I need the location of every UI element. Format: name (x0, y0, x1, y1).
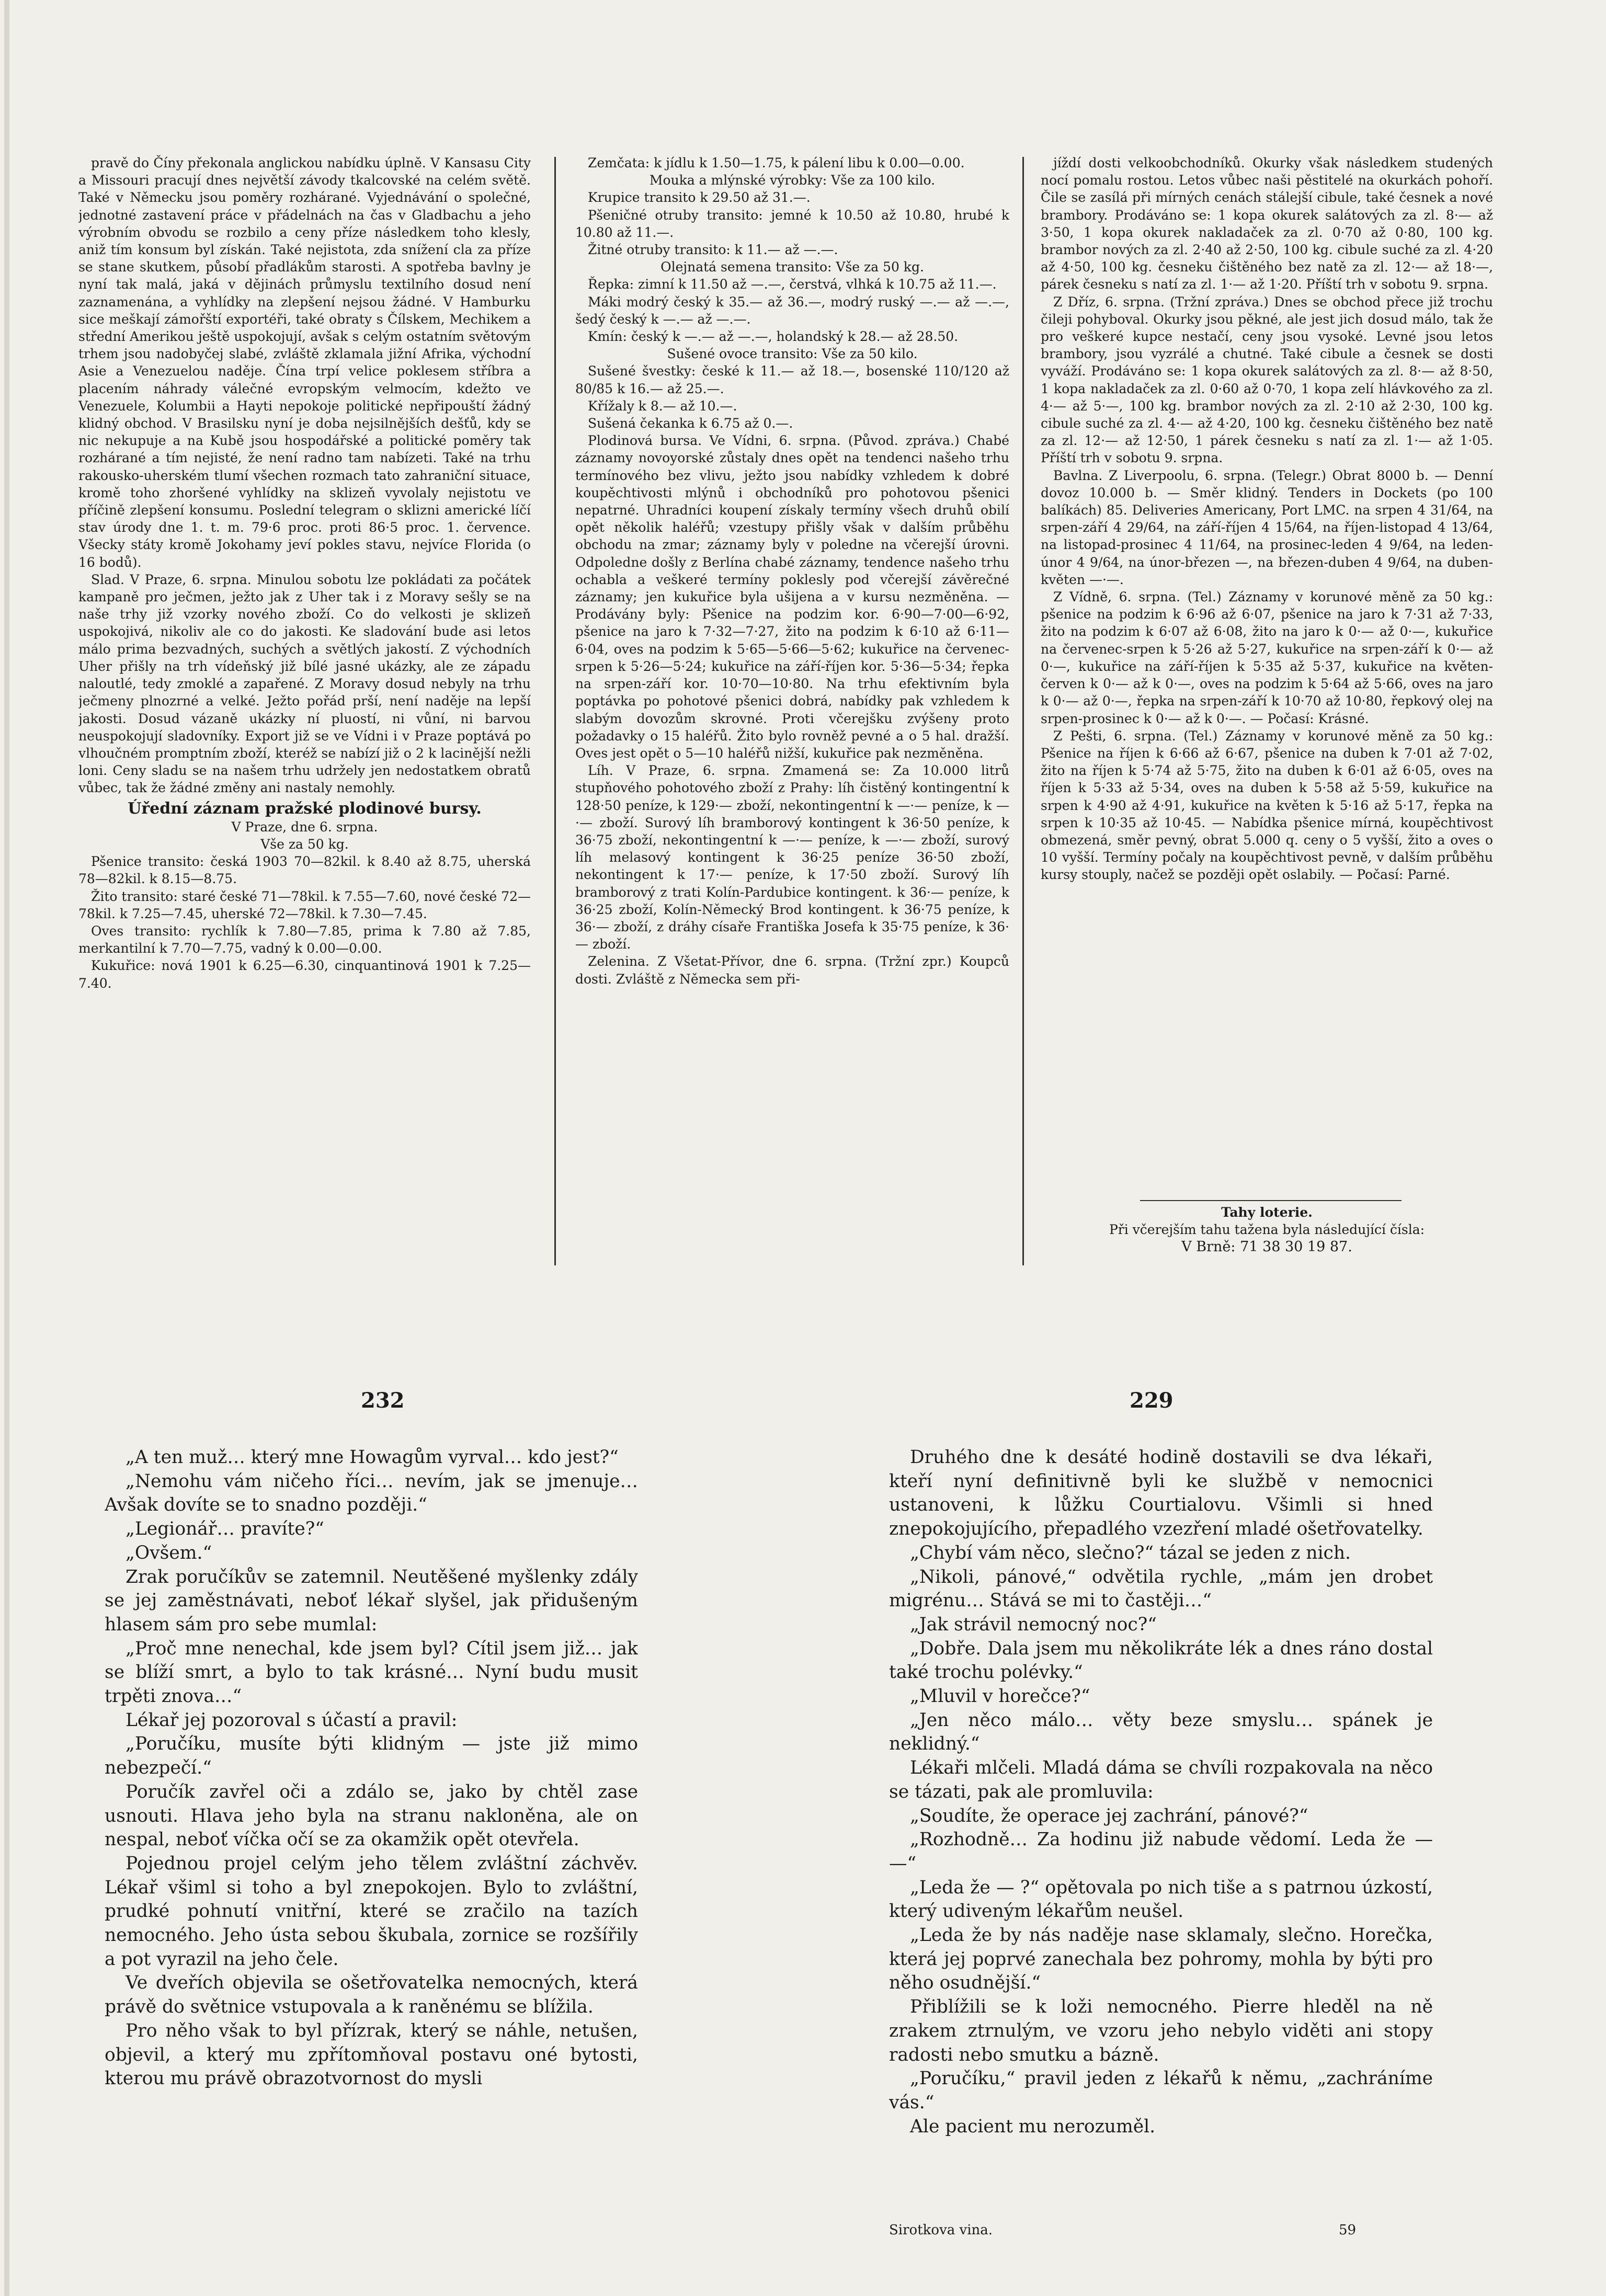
section-heading: Úřední záznam pražské plodinové bursy. (128, 799, 482, 818)
text-paragraph: Pšeničné otruby transito: jemné k 10.50 až 10.80, hrubé k 10.80 až 11.—. (575, 207, 1009, 240)
story-paragraph: „Proč mne nenechal, kde jsem byl? Cítil jsem již… jak se blíží smrt, a bylo to tak krásné… Nyní budu musit trpěti znova…“ (105, 1638, 638, 1707)
text-paragraph: Oves transito: rychlík k 7.80—7.85, prima k 7.80 až 7.85, merkantilní k 7.70—7.75, vadný k 0.00—0.00. (78, 923, 531, 956)
story-paragraph: Pro něho však to byl přízrak, který se náhle, netušen, objevil, a který mu zpřítomňoval postavu oné bytosti, kterou mu právě obrazotvornost do mysli (105, 2020, 638, 2089)
story-paragraph: „Legionář… pravíte?“ (126, 1518, 324, 1540)
footer-page-mark: 59 (1339, 2222, 1357, 2238)
text-paragraph: Krupice transito k 29.50 až 31.—. (588, 190, 811, 205)
story-right-column (889, 1446, 1433, 2209)
story-paragraph: „Mluvil v horečce?“ (910, 1686, 1090, 1707)
page-number: 229 (1130, 1388, 1174, 1413)
text-paragraph: Křížaly k 8.— až 10.—. (588, 398, 737, 414)
text-paragraph: Líh. V Praze, 6. srpna. Zmamená se: Za 10.000 litrů stupňového pohotového zboží z Prahy: líh čistěný kontingentní k 128·50 peníze, k 129·— zboží, nekontingentní k —·— peníze, k —·— zboží. Surový líh bramborový kontingent k 36·50 peníze, k 36·75 zboží, nekontingentní k —·— peníze, k —·— zboží, surový líh melasový kontingent k 36·25 peníze 36·50 zboží, nekontingent k 17·— peníze, k 17·50 zboží. Surový líh bramborový z trati Kolín-Pardubice kontingent. k 36·— peníze, k 36·25 zboží, Kolín-Německý Brod kontingent. k 36·75 peníze, k 36·— zboží, z dráhy císaře Františka Josefa k 35·75 peníze, k 36·— zboží. (575, 763, 1009, 952)
text-paragraph: Kmín: český k —.— až —.—, holandský k 28.— až 28.50. (588, 329, 959, 345)
lottery-numbers: V Brně: 71 38 30 19 87. (1181, 1239, 1352, 1255)
text-paragraph: Žito transito: staré české 71—78kil. k 7.55—7.60, nové české 72—78kil. k 7.25—7.45, uherské 72—78kil. k 7.30—7.45. (78, 888, 531, 921)
story-paragraph: „A ten muž… který mne Howagům vyrval… kdo jest?“ (126, 1447, 619, 1468)
story-paragraph: Ve dveřích objevila se ošetřovatelka nemocných, která právě do světnice vstupovala a k raněnému se blížila. (105, 1972, 638, 2018)
story-paragraph: Zrak poručíkův se zatemnil. Neutěšené myšlenky zdály se jej zaměstnávati, neboť lékař slyšel, jak přidušeným hlasem sám pro sebe mumlal: (105, 1566, 638, 1635)
footer-title: Sirotkova vina. (889, 2222, 993, 2238)
story-paragraph: „Poručíku, musíte býti klidným — jste již mimo nebezpečí.“ (105, 1733, 638, 1779)
text-paragraph: Zemčata: k jídlu k 1.50—1.75, k pálení libu k 0.00—0.00. (588, 155, 965, 170)
story-paragraph: „Nemohu vám ničeho říci… nevím, jak se jmenuje… Avšak dovíte se to snadno později.“ (105, 1470, 638, 1516)
story-left-column (105, 1446, 638, 2217)
text-paragraph: Z Dříz, 6. srpna. (Tržní zpráva.) Dnes se obchod přece již trochu čileji pohyboval. Okurky jsou pěkné, ale jest jich dosud málo, tak že pro veškeré kupce nestačí, ceny jsou vysoké. Levné jsou letos brambory, jsou vyzrálé a chutné. Také cibule a česnek se dosti vyváží. Prodáváno se: 1 kopa okurek salátových za zl. 8·— až 8·50, 1 kopa nakladaček za zl. 0·60 až 0·70, 1 kopa zelí hlávkového za zl. 4·— až 5·—, 100 kg. brambor nových za zl. 2·10 až 2·30, 100 kg. cibule suché za zl. 4·— až 4·20, 100 kg. česneku čištěného bez natě za zl. 12·— až 12·50, 1 párek česneku s natí za zl. 1·— až 1·05. Příští trh v sobotu 9. srpna. (1041, 294, 1493, 466)
story-paragraph: „Ovšem.“ (126, 1542, 212, 1563)
page-number: 232 (361, 1388, 405, 1413)
column-divider (1022, 157, 1024, 1265)
story-paragraph: „Leda že — ?“ opětovala po nich tiše a s patrnou úzkostí, který udiveným lékařům neušel. (889, 1877, 1433, 1922)
text-paragraph: Slad. V Praze, 6. srpna. Minulou sobotu lze pokládati za počátek kampaně pro ječmen, ježto jak z Uher tak i z Moravy sešly se na naše trhy již vzorky nového zboží. Co do velkosti je sklizeň uspokojivá, nikoliv ale co do jakosti. Ke sladování bude asi letos málo prima bezvadných, suchých a světlých jakostí. Z východních Uher přišly na trh vídeňský již bílé jasné ukázky, ale ze západu naloutlé, tedy zmoklé a zapařené. Z Moravy dosud nebyly na trhu ječmeny plnozrné a velké. Ježto pořád prší, není naděje na lepší jakosti. Dosud vázaně ukázky ní pluostí, ni vůní, ni barvou neuspokojují sladovníky. Export již se ve Vídni i v Praze poptává po vlhoučném promptním zboží, kteréž se nabízí již o 2 k lacinější nežli loni. Ceny sladu se na našem trhu udržely jen nedostatkem obratů vůbec, tak že žádné změny ani nastaly nemohly. (78, 572, 531, 796)
story-paragraph: Druhého dne k desáté hodině dostavili se dva lékaři, kteří nyní definitivně byli ke službě v nemocnici ustanoveni, k lůžku Courtialovu. Všimli si hned znepokojujícího, přepadlého vzezření mladé ošetřovatelky. (889, 1447, 1433, 1540)
text-paragraph: Žitné otruby transito: k 11.— až —.—. (588, 242, 838, 258)
text-paragraph: Sušené švestky: české k 11.— až 18.—, bosenské 110/120 až 80/85 k 16.— až 25.—. (575, 363, 1009, 396)
story-paragraph: „Poručíku,“ pravil jeden z lékařů k němu, „zachráníme vás.“ (889, 2068, 1433, 2113)
text-paragraph: Mouka a mlýnské výrobky: Vše za 100 kilo. (649, 173, 936, 188)
story-paragraph: „Jen něco málo… věty beze smyslu… spánek je neklidný.“ (889, 1709, 1433, 1755)
story-paragraph: „Chybí vám něco, slečno?“ tázal se jeden z nich. (910, 1542, 1351, 1563)
text-paragraph: Olejnatá semena transito: Vše za 50 kg. (660, 259, 924, 275)
column-divider (554, 157, 556, 1265)
section-rule (1140, 1200, 1402, 1201)
text-paragraph: Máki modrý český k 35.— až 36.—, modrý ruský —.— až —.—, šedý český k —.— až —.—. (575, 294, 1009, 327)
text-paragraph: Pšenice transito: česká 1903 70—82kil. k 8.40 až 8.75, uherská 78—82kil. k 8.15—8.75. (78, 854, 531, 887)
text-paragraph: pravě do Číny překonala anglickou nabídku úplně. V Kansasu City a Missouri pracují dnes největší závody tkalcovské na celém světě. Také v Německu jsou poměry rozhárané. Vyjednávání o společné, jednotné zastavení práce v přádelnách na čas v Gladbachu a jeho výrobním obvodu se rozbilo a ceny příze následkem toho klesly, aniž tím konsum byl získán. Také nejistota, zda snížení cla za příze se stane skutkem, působí přadlákům starosti. A spotřeba bavlny je nyní tak malá, jaká v dějinách průmyslu textilního dosud není zaznamenána, a vyhlídky na zlepšení nejsou žádné. V Hamburku sice meškají zámořští exportéři, také obraty s Čílskem, Mechikem a střední Amerikou ještě uspokojují, avšak s celým ostatním světovým trhem jsou nadobyčej slabé, zvláště zklamala jižní Afrika, východní Asie a Venezuelou naděje. Čína trpí velice poklesem stříbra a placením náhrady válečné evropským velmocím, kdežto ve Venezuele, Kolumbii a Hayti nepokoje politické nepřipouští žádný klidný obchod. V Brasilsku nyní je doba nejsilnějších dešťů, kdy se nic nekupuje a na Kubě jsou hospodářské a politické poměry tak rozhárané a tím nejisté, že není radno tam nabízeti. Také na trhu rakousko-uherském tlumí všechen rozmach tato zahraniční situace, kromě toho zhoršené vyhlídky na sklizeň vyvolaly nejistotu ve příčině zlepšení konsumu. Poslední telegram o sklizni americké líčí stav úrody dne 1. t. m. 79·6 proc. proti 86·5 proc. 1. července. Všecky státy kromě Jokohamy jeví pokles stavu, nejvíce Florida (o 16 bodů). (78, 155, 531, 570)
story-paragraph: „Leda že by nás naděje nase sklamaly, slečno. Horečka, která jej poprvé zanechala bez pohromy, mohla by býti pro něho osudnější.“ (889, 1925, 1433, 1994)
story-paragraph: „Nikoli, pánové,“ odvětila rychle, „mám jen drobet migrénu… Stává se mi to častěji…“ (889, 1566, 1433, 1612)
story-paragraph: Pojednou projel celým jeho tělem zvláštní záchvěv. Lékař všiml si toho a byl znepokojen. Bylo to zvláštní, prudké pohnutí vnitřní, které se zračilo na tazích nemocného. Jeho ústa sebou škubala, zornice se rozšířily a pot vyrazil na jeho čele. (105, 1853, 638, 1970)
story-paragraph: Lékař jej pozoroval s účastí a pravil: (126, 1709, 458, 1731)
story-paragraph: „Soudíte, že operace jej zachrání, pánové?“ (910, 1805, 1308, 1826)
text-paragraph: Řepka: zimní k 11.50 až —.—, čerstvá, vlhká k 10.75 až 11.—. (588, 277, 997, 292)
lottery-text: Při včerejším tahu tažena byla následující čísla: (1109, 1222, 1425, 1238)
story-paragraph: Lékaři mlčeli. Mladá dáma se chvíli rozpakovala na něco se tázati, pak ale promluvila: (889, 1757, 1433, 1802)
text-paragraph: Sušené ovoce transito: Vše za 50 kilo. (667, 346, 918, 362)
upper-column-1 (78, 154, 531, 1320)
story-paragraph: Poručík zavřel oči a zdálo se, jako by chtěl zase usnouti. Hlava jeho byla na stranu nakloněna, ale on nespal, neboť víčka očí se za okamžik opět otevřela. (105, 1781, 638, 1850)
section-subtitle: V Praze, dne 6. srpna. (231, 819, 378, 835)
text-paragraph: jíždí dosti velkoobchodníků. Okurky však následkem studených nocí pomalu rostou. Letos vůbec naši pěstitelé na okurkách pohoří. Čile se zasílá při mírných cenách stálejší cibule, také česnek a nové brambory. Prodáváno se: 1 kopa okurek salátových za zl. 8·— až 3·50, 1 kopa okurek nakladaček za zl. 0·70 až 0·80, 100 kg. brambor nových za zl. 2·40 až 2·50, 100 kg. cibule suché za zl. 4·20 až 4·50, 100 kg. česneku čištěného bez natě za zl. 12·— až 18·—, párek česneku s natí za zl. 1·— až 1·20. Příští trh v sobotu 9. srpna. (1041, 155, 1493, 292)
section-subtitle: Vše za 50 kg. (260, 836, 349, 852)
text-paragraph: Plodinová bursa. Ve Vídni, 6. srpna. (Původ. zpráva.) Chabé záznamy novoyorské zůstaly dnes opět na tendenci našeho trhu termínového bez vlivu, ježto jsou nabídky vzhledem k dobré koupěchtivosti mlýnů i obchodníků pro pohotovou pšenici nepatrné. Uhradníci koupení získaly termíny všech druhů obilí opět několik haléřů; vzestupy přišly však v dalším průběhu obchodu na zmar; záznamy byly v poledne na včerejší úrovni. Odpoledne došly z Berlína chabé záznamy, tendence našeho trhu ochabla a veškeré termíny poklesly pod včerejší závěrečné záznamy; jen kukuřice byla ušijena a v kursu nezměněna. — Prodávány byly: Pšenice na podzim kor. 6·90—7·00—6·92, pšenice na jaro k 7·32—7·27, žito na podzim k 6·10 až 6·11—6·04, oves na podzim k 5·65—5·66—5·62; kukuřice na červenec-srpen k 5·26—5·24; kukuřice na září-říjen kor. 5·36—5·34; řepka na srpen-září kor. 10·70—10·80. Na trhu efektivním byla poptávka po pohotové pšenici dobrá, nabídky pak vzhledem k slabým dovozům skrovné. Proti včerejšku zvýšeny proto požadavky o 15 haléřů. Žito bylo rovněž pevné a o 5 hal. dražší. Oves jest opět o 5—10 haléřů nižší, kukuřice pak nezměněna. (575, 433, 1009, 761)
text-paragraph: Bavlna. Z Liverpoolu, 6. srpna. (Telegr.) Obrat 8000 b. — Denní dovoz 10.000 b. — Směr klidný. Tenders in Dockets (po 100 balíkách) 85. Deliveries Americany, Port LMC. na srpen 4 31/64, na srpen-září 4 29/64, na září-říjen 4 15/64, na říjen-listopad 4 13/64, na listopad-prosinec 4 11/64, na prosinec-leden 4 9/64, na leden-únor 4 9/64, na únor-březen —, na březen-duben 4 9/64, na duben-květen —·—. (1041, 467, 1493, 587)
story-paragraph: Přiblížili se k loži nemocného. Pierre hleděl na ně zrakem ztrnulým, ve vzoru jeho nebylo viděti ani stopy radosti nebo smutku a bázně. (889, 1996, 1433, 2065)
story-paragraph: Ale pacient mu nerozuměl. (910, 2116, 1156, 2137)
story-paragraph: „Rozhodně… Za hodinu již nabude vědomí. Leda že — —“ (889, 1829, 1433, 1874)
upper-column-2 (575, 154, 1009, 1305)
text-paragraph: Kukuřice: nová 1901 k 6.25—6.30, cinquantinová 1901 k 7.25—7.40. (78, 958, 531, 991)
text-paragraph: Z Pešti, 6. srpna. (Tel.) Záznamy v korunové měně za 50 kg.: Pšenice na říjen k 6·66 až 6·67, pšenice na duben k 7·01 až 7·02, žito na říjen k 5·74 až 5·75, žito na duben k 6·01 až 6·05, oves na říjen k 5·33 až 5·34, oves na duben k 5·58 až 5·59, kukuřice na srpen k 4·90 až 4·91, kukuřice na květen k 5·16 až 5·17, řepka na srpen k 10·35 až 10·45. — Nabídka pšenice mírná, koupěchtivost obmezená, směr pevný, obrat 5.000 q. ceny o 5 vyšší, žito a oves o 10 vyšší. Termíny počaly na koupěchtivost pevně, v dalším průběhu kursy stouply, načež se později opět oslabily. — Počasí: Parné. (1041, 728, 1493, 883)
page-edge (4, 0, 9, 2296)
upper-column-3 (1041, 154, 1493, 1190)
lottery-block (1041, 1204, 1493, 1272)
lottery-heading: Tahy loterie. (1221, 1205, 1313, 1220)
text-paragraph: Sušená čekanka k 6.75 až 0.—. (588, 416, 793, 431)
story-paragraph: „Jak strávil nemocný noc?“ (910, 1614, 1157, 1635)
text-paragraph: Z Vídně, 6. srpna. (Tel.) Záznamy v korunové měně za 50 kg.: pšenice na podzim k 6·96 až 6·07, pšenice na jaro k 7·31 až 7·33, žito na podzim k 6·07 až 6·08, žito na jaro k 0·— až 0·—, kukuřice na červenec-srpen k 5·26 až 5·27, kukuřice na srpen-září k 0·— až 0·—, kukuřice na září-říjen k 5·35 až 5·37, kukuřice na květen-červen k 0·— až k 0·—, oves na podzim k 5·64 až 5·66, oves na jaro k 0·— až 0·—, řepka na srpen-září k 10·70 až 10·80, řepkový olej na srpen-prosinec k 0·— až k 0·—. — Počasí: Krásné. (1041, 589, 1493, 726)
text-paragraph: Zelenina. Z Všetat-Přívor, dne 6. srpna. (Tržní zpr.) Koupců dosti. Zvláště z Německa sem při- (575, 954, 1009, 987)
story-paragraph: „Dobře. Dala jsem mu několikráte lék a dnes ráno dostal také trochu polévky.“ (889, 1638, 1433, 1683)
